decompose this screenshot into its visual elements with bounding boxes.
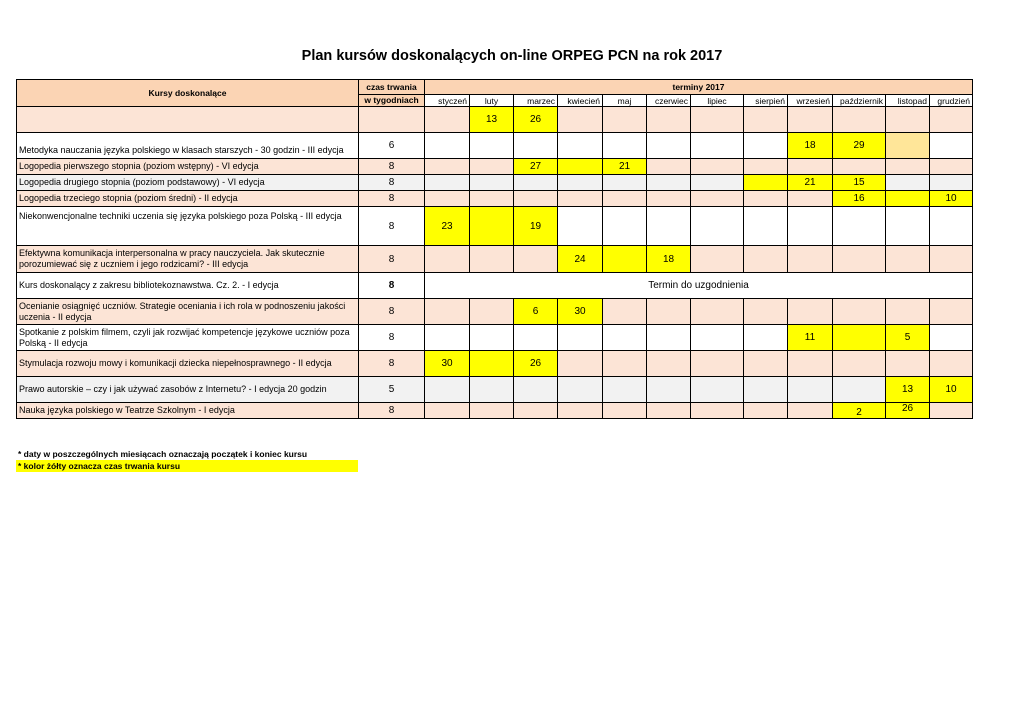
date-cell — [603, 403, 647, 419]
date-cell — [691, 299, 744, 325]
date-cell — [886, 159, 930, 175]
date-cell — [647, 107, 691, 133]
table-row — [17, 207, 973, 246]
table-row — [17, 191, 973, 207]
date-cell — [558, 325, 603, 351]
course-name — [17, 107, 359, 133]
month-header: grudzień — [930, 95, 973, 107]
date-cell: 24 — [558, 246, 603, 273]
date-cell — [558, 175, 603, 191]
course-name: Ocenianie osiągnięć uczniów. Strategie oceniania i ich rola w podnoszeniu jakości uczenia - II edycja — [17, 299, 359, 325]
date-cell — [603, 133, 647, 159]
month-header: styczeń — [425, 95, 470, 107]
date-cell — [425, 299, 470, 325]
date-cell — [930, 403, 973, 419]
month-header: listopad — [886, 95, 930, 107]
course-duration: 8 — [359, 191, 425, 207]
date-cell — [788, 377, 833, 403]
date-cell — [691, 246, 744, 273]
course-name: Kurs doskonalący z zakresu bibliotekoznawstwa. Cz. 2. - I edycja — [17, 273, 359, 299]
date-cell — [470, 207, 514, 246]
course-name: Logopedia drugiego stopnia (poziom podstawowy) - VI edycja — [17, 175, 359, 191]
date-cell — [930, 133, 973, 159]
date-cell — [930, 351, 973, 377]
date-cell — [603, 207, 647, 246]
date-cell — [514, 246, 558, 273]
date-cell — [886, 191, 930, 207]
date-cell: 15 — [833, 175, 886, 191]
date-cell — [647, 299, 691, 325]
month-header: czerwiec — [647, 95, 691, 107]
date-cell: 18 — [788, 133, 833, 159]
date-cell — [691, 207, 744, 246]
date-cell — [691, 403, 744, 419]
course-duration: 8 — [359, 351, 425, 377]
date-cell — [886, 107, 930, 133]
date-cell — [647, 351, 691, 377]
course-name: Logopedia trzeciego stopnia (poziom średni) - II edycja — [17, 191, 359, 207]
date-cell — [603, 377, 647, 403]
date-cell — [744, 175, 788, 191]
date-cell — [558, 107, 603, 133]
date-cell — [930, 207, 973, 246]
date-cell — [833, 107, 886, 133]
date-cell — [470, 191, 514, 207]
date-cell — [470, 377, 514, 403]
date-cell — [425, 175, 470, 191]
date-cell — [603, 325, 647, 351]
date-cell — [647, 191, 691, 207]
terms-header: terminy 2017 — [425, 80, 973, 95]
date-cell — [470, 299, 514, 325]
table-row — [17, 273, 973, 299]
date-cell — [603, 191, 647, 207]
date-cell — [470, 175, 514, 191]
date-cell: 11 — [788, 325, 833, 351]
date-cell — [788, 351, 833, 377]
date-cell — [691, 377, 744, 403]
date-cell — [691, 159, 744, 175]
date-cell — [886, 246, 930, 273]
date-cell: 21 — [603, 159, 647, 175]
date-cell — [744, 325, 788, 351]
date-cell — [691, 191, 744, 207]
month-header: lipiec — [691, 95, 744, 107]
date-cell — [514, 325, 558, 351]
date-cell — [425, 377, 470, 403]
table-row — [17, 159, 973, 175]
date-cell — [647, 207, 691, 246]
course-duration: 8 — [359, 325, 425, 351]
date-cell: 6 — [514, 299, 558, 325]
month-header: marzec — [514, 95, 558, 107]
date-cell — [470, 159, 514, 175]
course-name: Efektywna komunikacja interpersonalna w pracy nauczyciela. Jak skutecznie porozumiewać się z uczniem i jego rodzicami? - III edycja — [17, 246, 359, 273]
date-cell: 18 — [647, 246, 691, 273]
date-cell — [558, 403, 603, 419]
date-cell — [744, 133, 788, 159]
date-cell: 26 — [514, 107, 558, 133]
date-cell — [788, 159, 833, 175]
date-cell — [930, 107, 973, 133]
footnote-dates: * daty w poszczególnych miesiącach oznaczają początek i koniec kursu — [18, 449, 308, 459]
course-name: Stymulacja rozwoju mowy i komunikacji dziecka niepełnosprawnego - II edycja — [17, 351, 359, 377]
month-header: luty — [470, 95, 514, 107]
course-duration — [359, 107, 425, 133]
date-cell: 21 — [788, 175, 833, 191]
table-row — [17, 403, 973, 419]
date-cell — [833, 159, 886, 175]
course-name: Prawo autorskie – czy i jak używać zasobów z Internetu? - I edycja 20 godzin — [17, 377, 359, 403]
table-row — [17, 107, 973, 133]
date-cell — [603, 175, 647, 191]
date-cell — [833, 207, 886, 246]
table-row — [17, 175, 973, 191]
table-row — [17, 351, 973, 377]
date-cell — [788, 299, 833, 325]
date-cell: 26 — [514, 351, 558, 377]
date-cell — [833, 351, 886, 377]
date-cell: 2 — [833, 403, 886, 419]
date-cell — [425, 159, 470, 175]
duration-header-unit: w tygodniach — [359, 95, 425, 107]
date-cell — [425, 325, 470, 351]
date-cell: 27 — [514, 159, 558, 175]
date-cell — [558, 377, 603, 403]
date-cell — [930, 159, 973, 175]
date-cell: 10 — [930, 377, 973, 403]
date-cell — [691, 107, 744, 133]
date-cell — [514, 377, 558, 403]
date-cell — [833, 325, 886, 351]
date-cell — [833, 377, 886, 403]
course-duration: 8 — [359, 207, 425, 246]
date-cell — [647, 377, 691, 403]
course-duration: 8 — [359, 246, 425, 273]
duration-header: czas trwania — [359, 80, 425, 95]
date-cell — [425, 107, 470, 133]
table-row — [17, 299, 973, 325]
date-cell: 30 — [558, 299, 603, 325]
course-name: Spotkanie z polskim filmem, czyli jak rozwijać kompetencje językowe uczniów poza Polską - II edycja — [17, 325, 359, 351]
date-cell: 10 — [930, 191, 973, 207]
date-cell — [603, 107, 647, 133]
courses-header: Kursy doskonalące — [17, 80, 359, 107]
date-cell — [744, 403, 788, 419]
date-cell — [470, 325, 514, 351]
date-cell — [886, 207, 930, 246]
date-cell — [425, 133, 470, 159]
date-cell: 30 — [425, 351, 470, 377]
date-cell — [744, 207, 788, 246]
date-cell — [514, 175, 558, 191]
date-cell — [470, 133, 514, 159]
table-row — [17, 133, 973, 159]
date-cell — [647, 175, 691, 191]
date-cell — [886, 175, 930, 191]
date-cell — [691, 175, 744, 191]
date-cell — [930, 246, 973, 273]
month-header: maj — [603, 95, 647, 107]
course-duration: 8 — [359, 403, 425, 419]
month-header: październik — [833, 95, 886, 107]
date-cell — [514, 133, 558, 159]
date-cell — [603, 351, 647, 377]
date-cell: 19 — [514, 207, 558, 246]
date-cell — [744, 377, 788, 403]
date-cell — [647, 133, 691, 159]
date-cell — [744, 191, 788, 207]
date-cell — [788, 107, 833, 133]
date-cell — [691, 325, 744, 351]
date-cell — [744, 246, 788, 273]
date-cell — [788, 403, 833, 419]
date-cell — [558, 191, 603, 207]
date-cell — [691, 351, 744, 377]
course-name: Metodyka nauczania języka polskiego w klasach starszych - 30 godzin - III edycja — [17, 133, 359, 159]
footnote-yellow: * kolor żółty oznacza czas trwania kursu — [16, 460, 358, 472]
table-row — [17, 325, 973, 351]
date-cell: 13 — [886, 377, 930, 403]
course-duration: 8 — [359, 273, 425, 299]
date-cell — [647, 159, 691, 175]
date-cell — [886, 351, 930, 377]
date-cell — [744, 159, 788, 175]
date-cell — [788, 207, 833, 246]
date-cell: 13 — [470, 107, 514, 133]
date-cell: 29 — [833, 133, 886, 159]
course-duration: 6 — [359, 133, 425, 159]
date-cell — [788, 191, 833, 207]
page-title: Plan kursów doskonalących on-line ORPEG PCN na rok 2017 — [301, 48, 723, 64]
date-cell — [930, 325, 973, 351]
date-cell — [425, 191, 470, 207]
course-name: Nauka języka polskiego w Teatrze Szkolnym - I edycja — [17, 403, 359, 419]
date-cell — [514, 403, 558, 419]
course-duration: 8 — [359, 159, 425, 175]
date-cell — [558, 159, 603, 175]
date-cell — [425, 403, 470, 419]
date-to-be-agreed: Termin do uzgodnienia — [425, 273, 973, 299]
date-cell — [647, 403, 691, 419]
month-header: wrzesień — [788, 95, 833, 107]
date-cell — [930, 175, 973, 191]
course-duration: 8 — [359, 175, 425, 191]
date-cell — [744, 299, 788, 325]
course-name: Niekonwencjonalne techniki uczenia się języka polskiego poza Polską - III edycja — [17, 207, 359, 246]
date-cell — [833, 299, 886, 325]
table-row — [17, 377, 973, 403]
date-cell — [691, 133, 744, 159]
date-cell — [647, 325, 691, 351]
date-cell: 16 — [833, 191, 886, 207]
table-row — [17, 246, 973, 273]
date-cell — [744, 107, 788, 133]
month-header: kwiecień — [558, 95, 603, 107]
course-duration: 5 — [359, 377, 425, 403]
date-cell — [603, 246, 647, 273]
date-cell — [470, 351, 514, 377]
date-cell — [886, 299, 930, 325]
date-cell — [558, 351, 603, 377]
month-header: sierpień — [744, 95, 788, 107]
date-cell — [744, 351, 788, 377]
date-cell — [470, 246, 514, 273]
course-name: Logopedia pierwszego stopnia (poziom wstępny) - VI edycja — [17, 159, 359, 175]
date-cell — [930, 299, 973, 325]
course-duration: 8 — [359, 299, 425, 325]
date-cell: 26 — [886, 403, 930, 419]
date-cell: 23 — [425, 207, 470, 246]
date-cell — [470, 403, 514, 419]
date-cell — [833, 246, 886, 273]
date-cell — [558, 207, 603, 246]
date-cell — [788, 246, 833, 273]
date-cell — [425, 246, 470, 273]
course-plan-table — [16, 79, 973, 419]
date-cell — [558, 133, 603, 159]
date-cell: 5 — [886, 325, 930, 351]
date-cell — [603, 299, 647, 325]
date-cell — [514, 191, 558, 207]
date-cell — [886, 133, 930, 159]
